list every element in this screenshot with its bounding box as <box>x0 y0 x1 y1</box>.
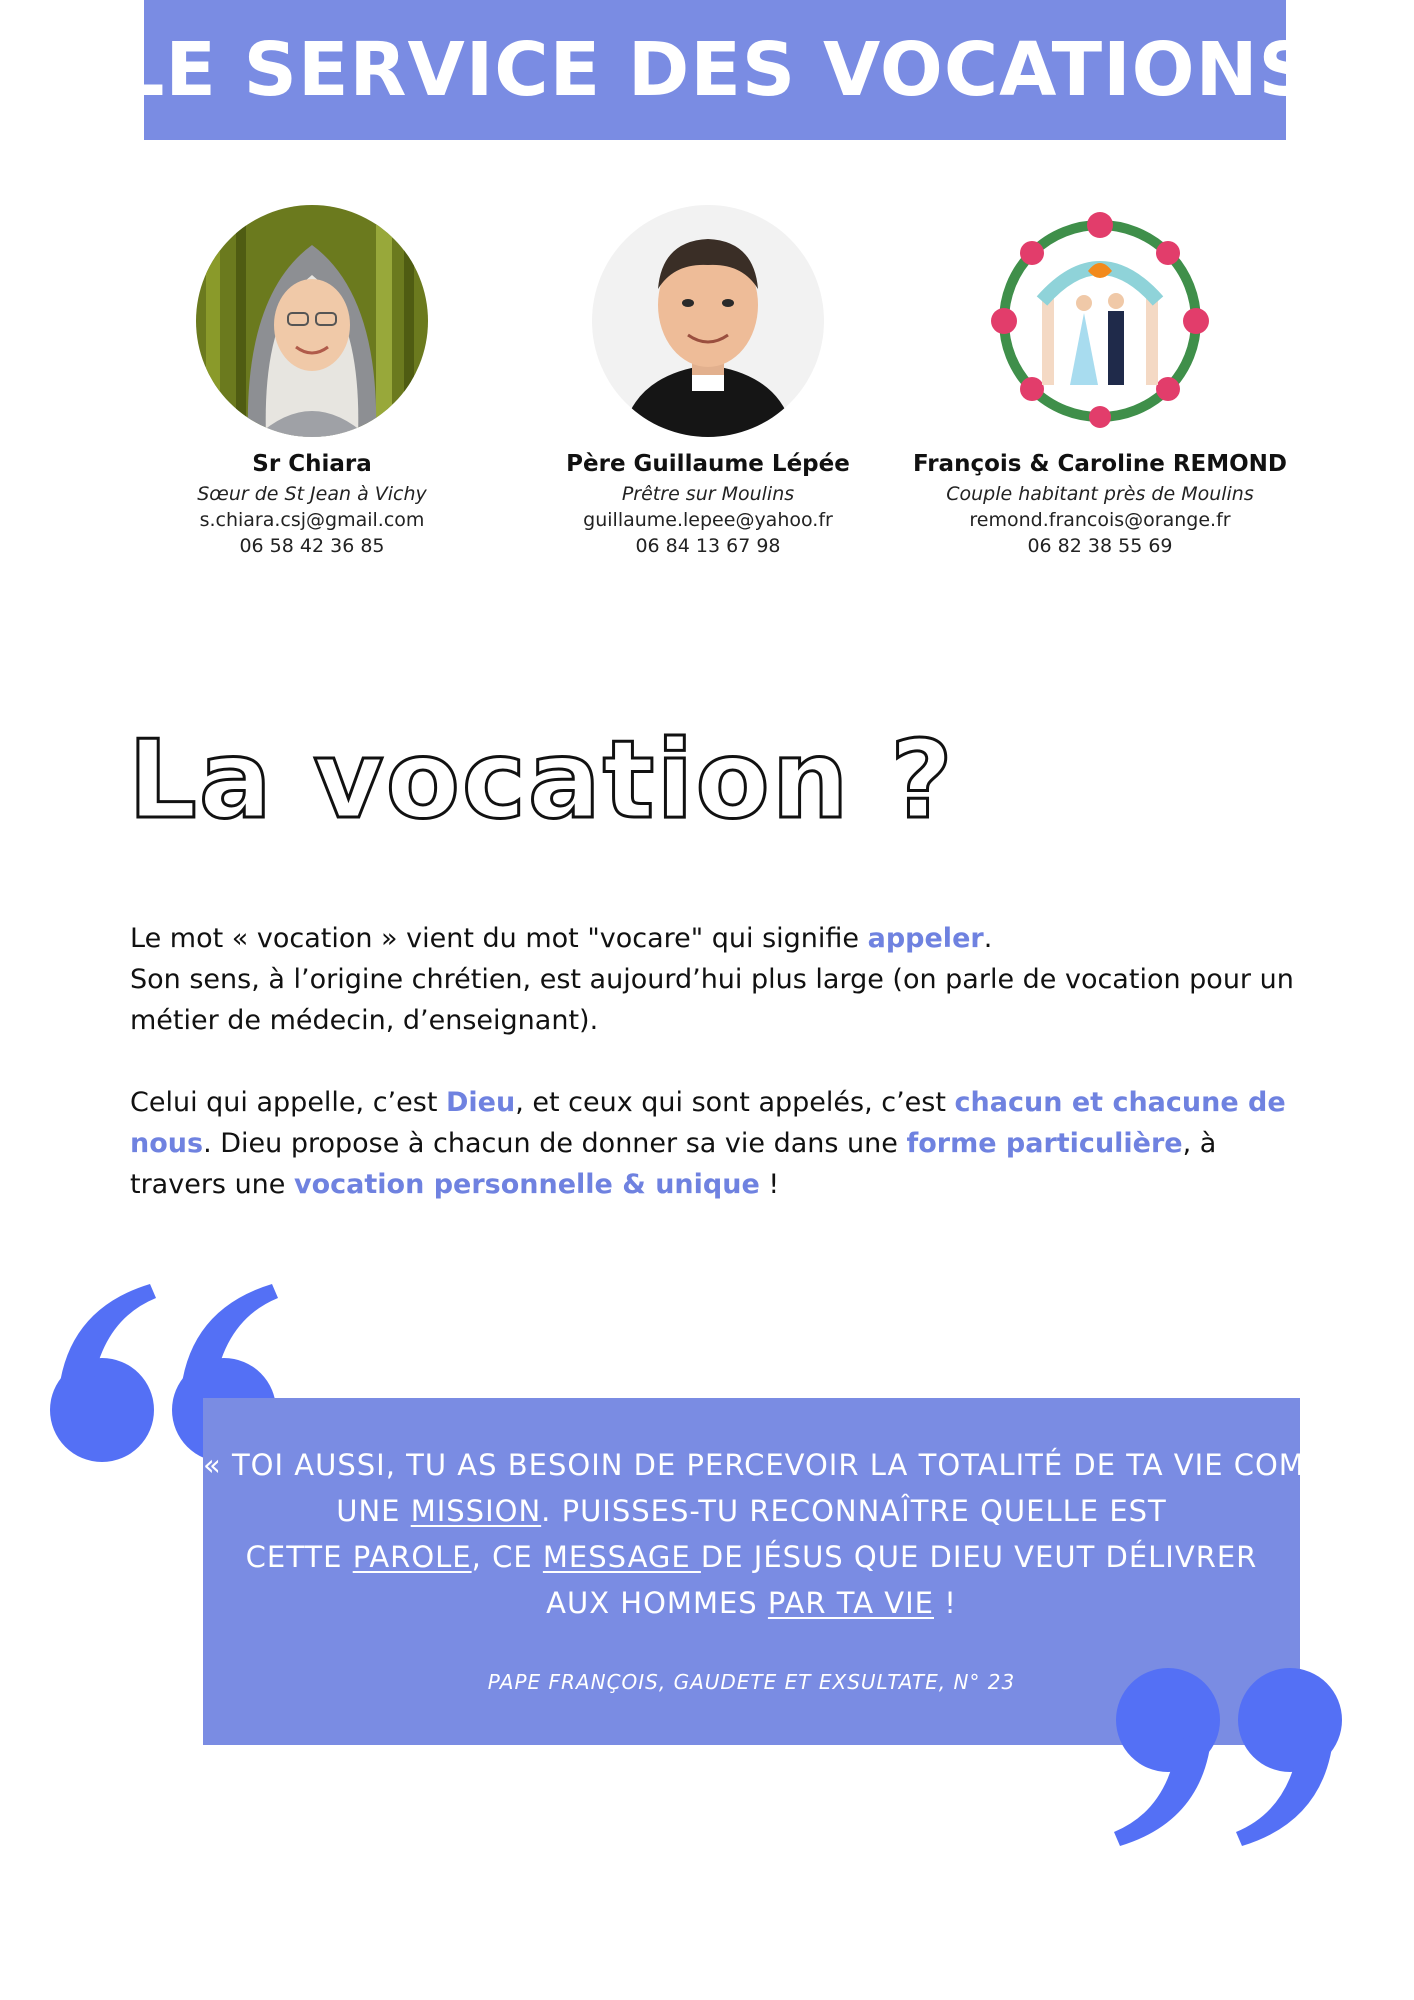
vocation-description <box>130 918 1310 1205</box>
text: ! <box>759 1169 780 1200</box>
text: AUX HOMMES <box>546 1586 768 1620</box>
text: ! <box>934 1586 957 1620</box>
title-banner <box>117 0 1313 140</box>
page-title: LE SERVICE DES VOCATIONS <box>117 27 1313 113</box>
section-title: La vocation ? <box>128 718 955 843</box>
text: , CE <box>471 1540 543 1574</box>
underlined-mission: MISSION <box>410 1494 542 1528</box>
quote-text <box>203 1442 1351 1626</box>
contact-email[interactable]: remond.francois@orange.fr <box>969 509 1231 531</box>
underlined-par-ta-vie: PAR TA VIE <box>767 1586 934 1620</box>
contact-email[interactable]: guillaume.lepee@yahoo.fr <box>583 509 833 531</box>
contact-name: François & Caroline REMOND <box>912 451 1288 477</box>
wedding-wreath-illustration <box>984 205 1216 437</box>
contact-role: Sœur de St Jean à Vichy <box>197 483 427 505</box>
text: , et ceux qui sont appelés, c’est <box>515 1087 955 1118</box>
contact-card-remond <box>900 205 1300 557</box>
quote-line-1: « TOI AUSSI, TU AS BESOIN DE PERCEVOIR LA TOTALITÉ DE TA VIE COMME <box>203 1448 1351 1482</box>
contact-card-pere-guillaume <box>508 205 908 557</box>
text: Son sens, à l’origine chrétien, est aujourd’hui plus large (on parle de vocation pour un métier de médecin, d’enseignant). <box>130 964 1294 1036</box>
contact-card-sr-chiara <box>112 205 512 557</box>
text: Le mot « vocation » vient du mot "vocare" qui signifie <box>130 923 868 954</box>
text: . Dieu propose à chacun de donner sa vie dans une <box>203 1128 907 1159</box>
highlight-chacun: chacun et chacune de nous <box>130 1087 1286 1159</box>
paragraph-1 <box>130 918 1310 1041</box>
text: Celui qui appelle, c’est <box>130 1087 446 1118</box>
quote-line-4 <box>203 1580 1300 1626</box>
text: UNE <box>336 1494 411 1528</box>
text: , à travers une <box>130 1128 1217 1200</box>
quote-line-3 <box>203 1534 1300 1580</box>
underlined-parole: PAROLE <box>352 1540 472 1574</box>
contact-role: Couple habitant près de Moulins <box>946 483 1254 505</box>
text: DE JÉSUS QUE DIEU VEUT DÉLIVRER <box>700 1540 1258 1574</box>
highlight-dieu: Dieu <box>445 1087 516 1118</box>
paragraph-2 <box>130 1082 1310 1205</box>
highlight-forme: forme particulière <box>906 1128 1183 1159</box>
sr-chiara-photo <box>196 205 428 437</box>
contact-phone[interactable]: 06 84 13 67 98 <box>635 535 781 557</box>
text: CETTE <box>245 1540 353 1574</box>
quote-source: PAPE FRANÇOIS, GAUDETE ET EXSULTATE, N° 23 <box>487 1670 1016 1694</box>
contact-role: Prêtre sur Moulins <box>621 483 795 505</box>
highlight-vocation: vocation personnelle & unique <box>294 1169 760 1200</box>
contact-name: Père Guillaume Lépée <box>566 451 850 477</box>
close-quote-icon <box>1108 1660 1348 1854</box>
underlined-message: MESSAGE <box>542 1540 701 1574</box>
text: . <box>983 923 993 954</box>
quote-line-2 <box>203 1488 1300 1534</box>
highlight-appeler: appeler <box>867 923 984 954</box>
pere-guillaume-photo <box>592 205 824 437</box>
contact-phone[interactable]: 06 82 38 55 69 <box>1027 535 1173 557</box>
text: . PUISSES-TU RECONNAÎTRE QUELLE EST <box>541 1494 1167 1528</box>
contact-phone[interactable]: 06 58 42 36 85 <box>239 535 385 557</box>
contact-name: Sr Chiara <box>252 451 372 477</box>
contact-email[interactable]: s.chiara.csj@gmail.com <box>199 509 425 531</box>
